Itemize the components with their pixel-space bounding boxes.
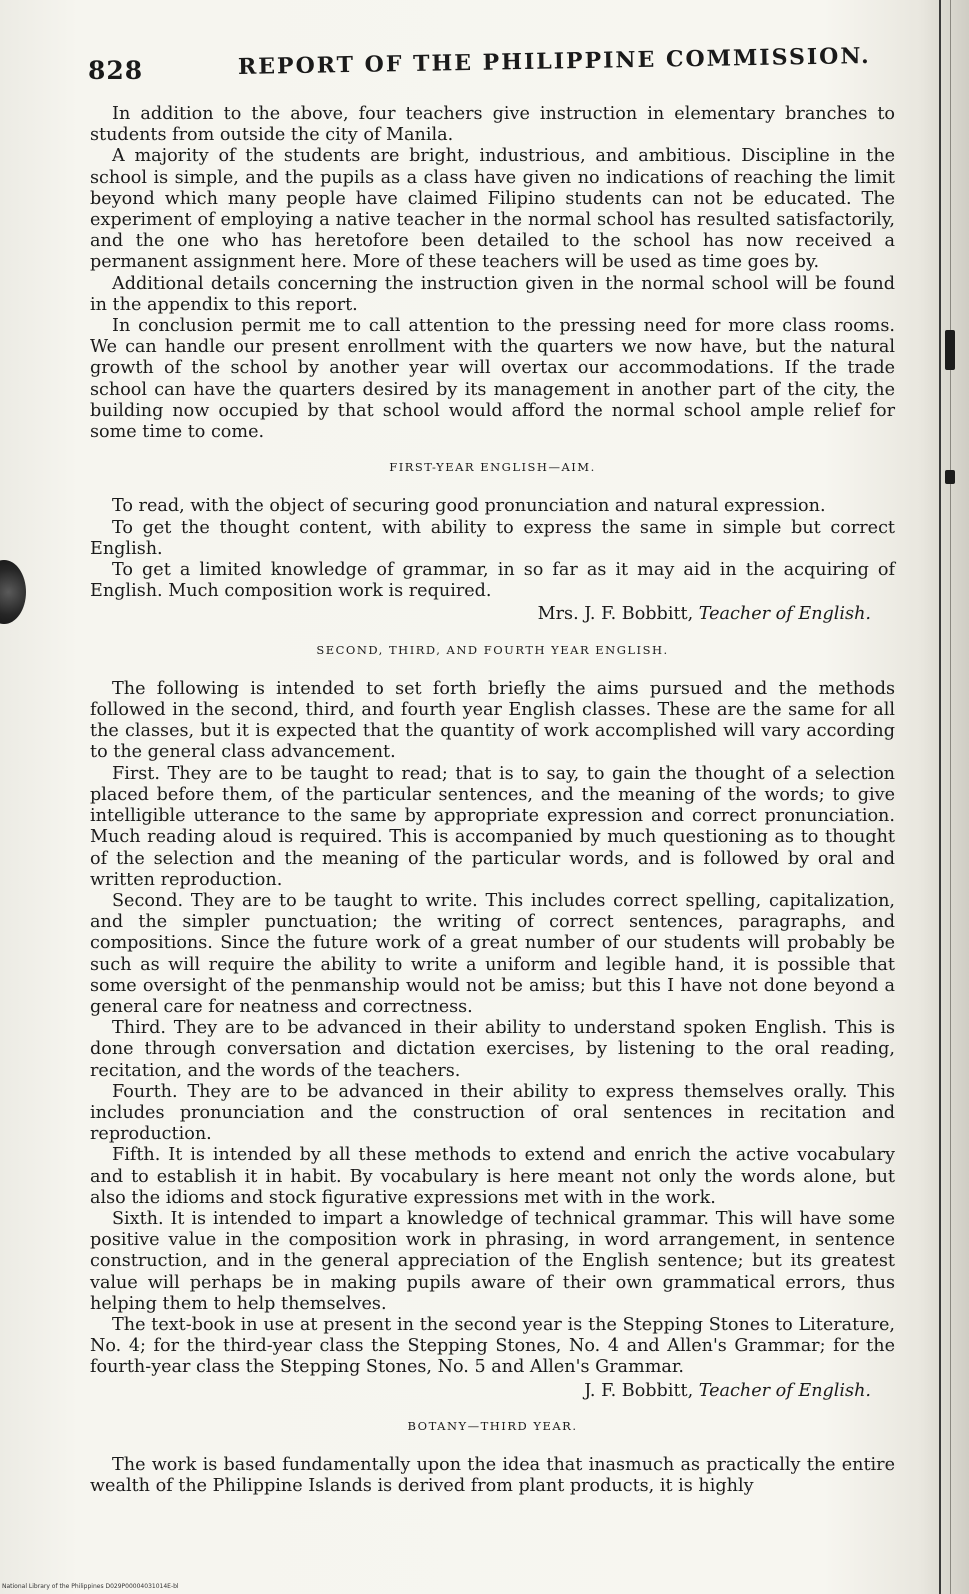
signature [90, 604, 895, 625]
paragraph: First. They are to be taught to read; that is to say, to gain the thought of a selection placed before them, of the particular sentences, and the meaning of the words; to give intelligible utterance to the same by appropriate expression and correct pronunciation. Much reading aloud is required. This is accompanied by much questioning as to thought of the selection and the meaning of the particular words, and is followed by oral and written reproduction. [90, 763, 895, 890]
punch-hole [0, 560, 26, 624]
paragraph: The text-book in use at present in the second year is the Stepping Stones to Literature, No. 4; for the third-year class the Stepping Stones, No. 4 and Allen's Grammar; for the fourth-year class the Stepping Stones, No. 5 and Allen's Grammar. [90, 1314, 895, 1378]
botany-section [90, 1455, 895, 1497]
signature-role: Teacher of English. [698, 604, 871, 625]
signature-role: Teacher of English. [698, 1380, 871, 1401]
running-head: REPORT OF THE PHILIPPINE COMMISSION. [237, 42, 871, 80]
paragraph: To read, with the object of securing good pronunciation and natural expression. [112, 496, 826, 517]
page-number: 828 [88, 56, 144, 85]
section-heading: SECOND, THIRD, AND FOURTH YEAR ENGLISH. [316, 642, 669, 657]
body-text [90, 104, 895, 1501]
paragraph: In addition to the above, four teachers give instruction in elementary branches to students from outside the city of Manila. [90, 104, 895, 146]
archive-footer-note: National Library of the Philippines D029P00004031014E-bl [2, 1583, 179, 1590]
binding-edge-shadow [950, 0, 951, 1594]
first-year-english-section [90, 496, 895, 625]
paragraph: The following is intended to set forth briefly the aims pursued and the methods followed in the second, third, and fourth year English classes. These are the same for all the classes, but it is expected that the quantity of work accomplished will vary according to the general class advancement. [90, 678, 895, 763]
paragraph: Fourth. They are to be advanced in their ability to express themselves orally. This includes pronunciation and the construction of oral sentences in recitation and reproduction. [90, 1081, 895, 1145]
signature-name: J. F. Bobbitt, [584, 1380, 694, 1401]
paragraph: To get a limited knowledge of grammar, in so far as it may aid in the acquiring of English. Much composition work is required. [90, 560, 895, 602]
paragraph: Fifth. It is intended by all these methods to extend and enrich the active vocabulary and to establish it in habit. By vocabulary is here meant not only the words alone, but also the idioms and stock figurative expressions met with in the work. [90, 1145, 895, 1208]
paragraph: Second. They are to be taught to write. This includes correct spelling, capitalization, and the simpler punctuation; the writing of correct sentences, paragraphs, and compositions. Since the future work of a great number of our students will probably be such as will require the ability to write a uniform and legible hand, it is possible that some oversight of the penmanship would not be amiss; but this I have not done beyond a general care for neatness and correctness. [90, 890, 895, 1017]
page-header [88, 42, 888, 90]
signature [90, 1381, 895, 1402]
paragraph: To get the thought content, with ability to express the same in simple but correct English. [90, 517, 895, 559]
paragraph: A majority of the students are bright, industrious, and ambitious. Discipline in the school is simple, and the pupils as a class have given no indications of reaching the limit beyond which many people have claimed Filipino students can not be educated. The experiment of employing a native teacher in the normal school has resulted satisfactorily, and the one who has heretofore been detailed to the school has now received a permanent assignment here. More of these teachers will be used as time goes by. [90, 146, 895, 273]
paragraph: The work is based fundamentally upon the idea that inasmuch as practically the entire wealth of the Philippine Islands is derived from plant products, it is highly [90, 1454, 895, 1497]
binding-mark [945, 330, 955, 370]
section-heading: BOTANY—THIRD YEAR. [407, 1418, 578, 1433]
paragraph: Third. They are to be advanced in their ability to understand spoken English. This is done through conversation and dictation exercises, by listening to the oral reading, recitation, and the words of the teachers. [90, 1018, 895, 1081]
intro-section [90, 104, 895, 443]
binding-mark [945, 470, 955, 484]
section-heading: FIRST-YEAR ENGLISH—AIM. [389, 460, 596, 475]
paragraph: Sixth. It is intended to impart a knowledge of technical grammar. This will have some positive value in the composition work in phrasing, in word arrangement, in sentence construction, and in the general appreciation of the English sentence; but its greatest value will perhaps be in making pupils aware of their own grammatical errors, thus helping them to help themselves. [90, 1208, 895, 1314]
upper-year-english-section [90, 679, 895, 1402]
signature-name: Mrs. J. F. Bobbitt, [537, 604, 694, 625]
binding-edge [939, 0, 941, 1594]
paragraph: Additional details concerning the instruction given in the normal school will be found in the appendix to this report. [90, 273, 895, 315]
paragraph: In conclusion permit me to call attention to the pressing need for more class rooms. We can handle our present enrollment with the quarters we now have, but the natural growth of the school by another year will overtax our accommodations. If the trade school can have the quarters desired by its management in another part of the city, the building now occupied by that school would afford the normal school ample relief for some time to come. [90, 316, 895, 443]
